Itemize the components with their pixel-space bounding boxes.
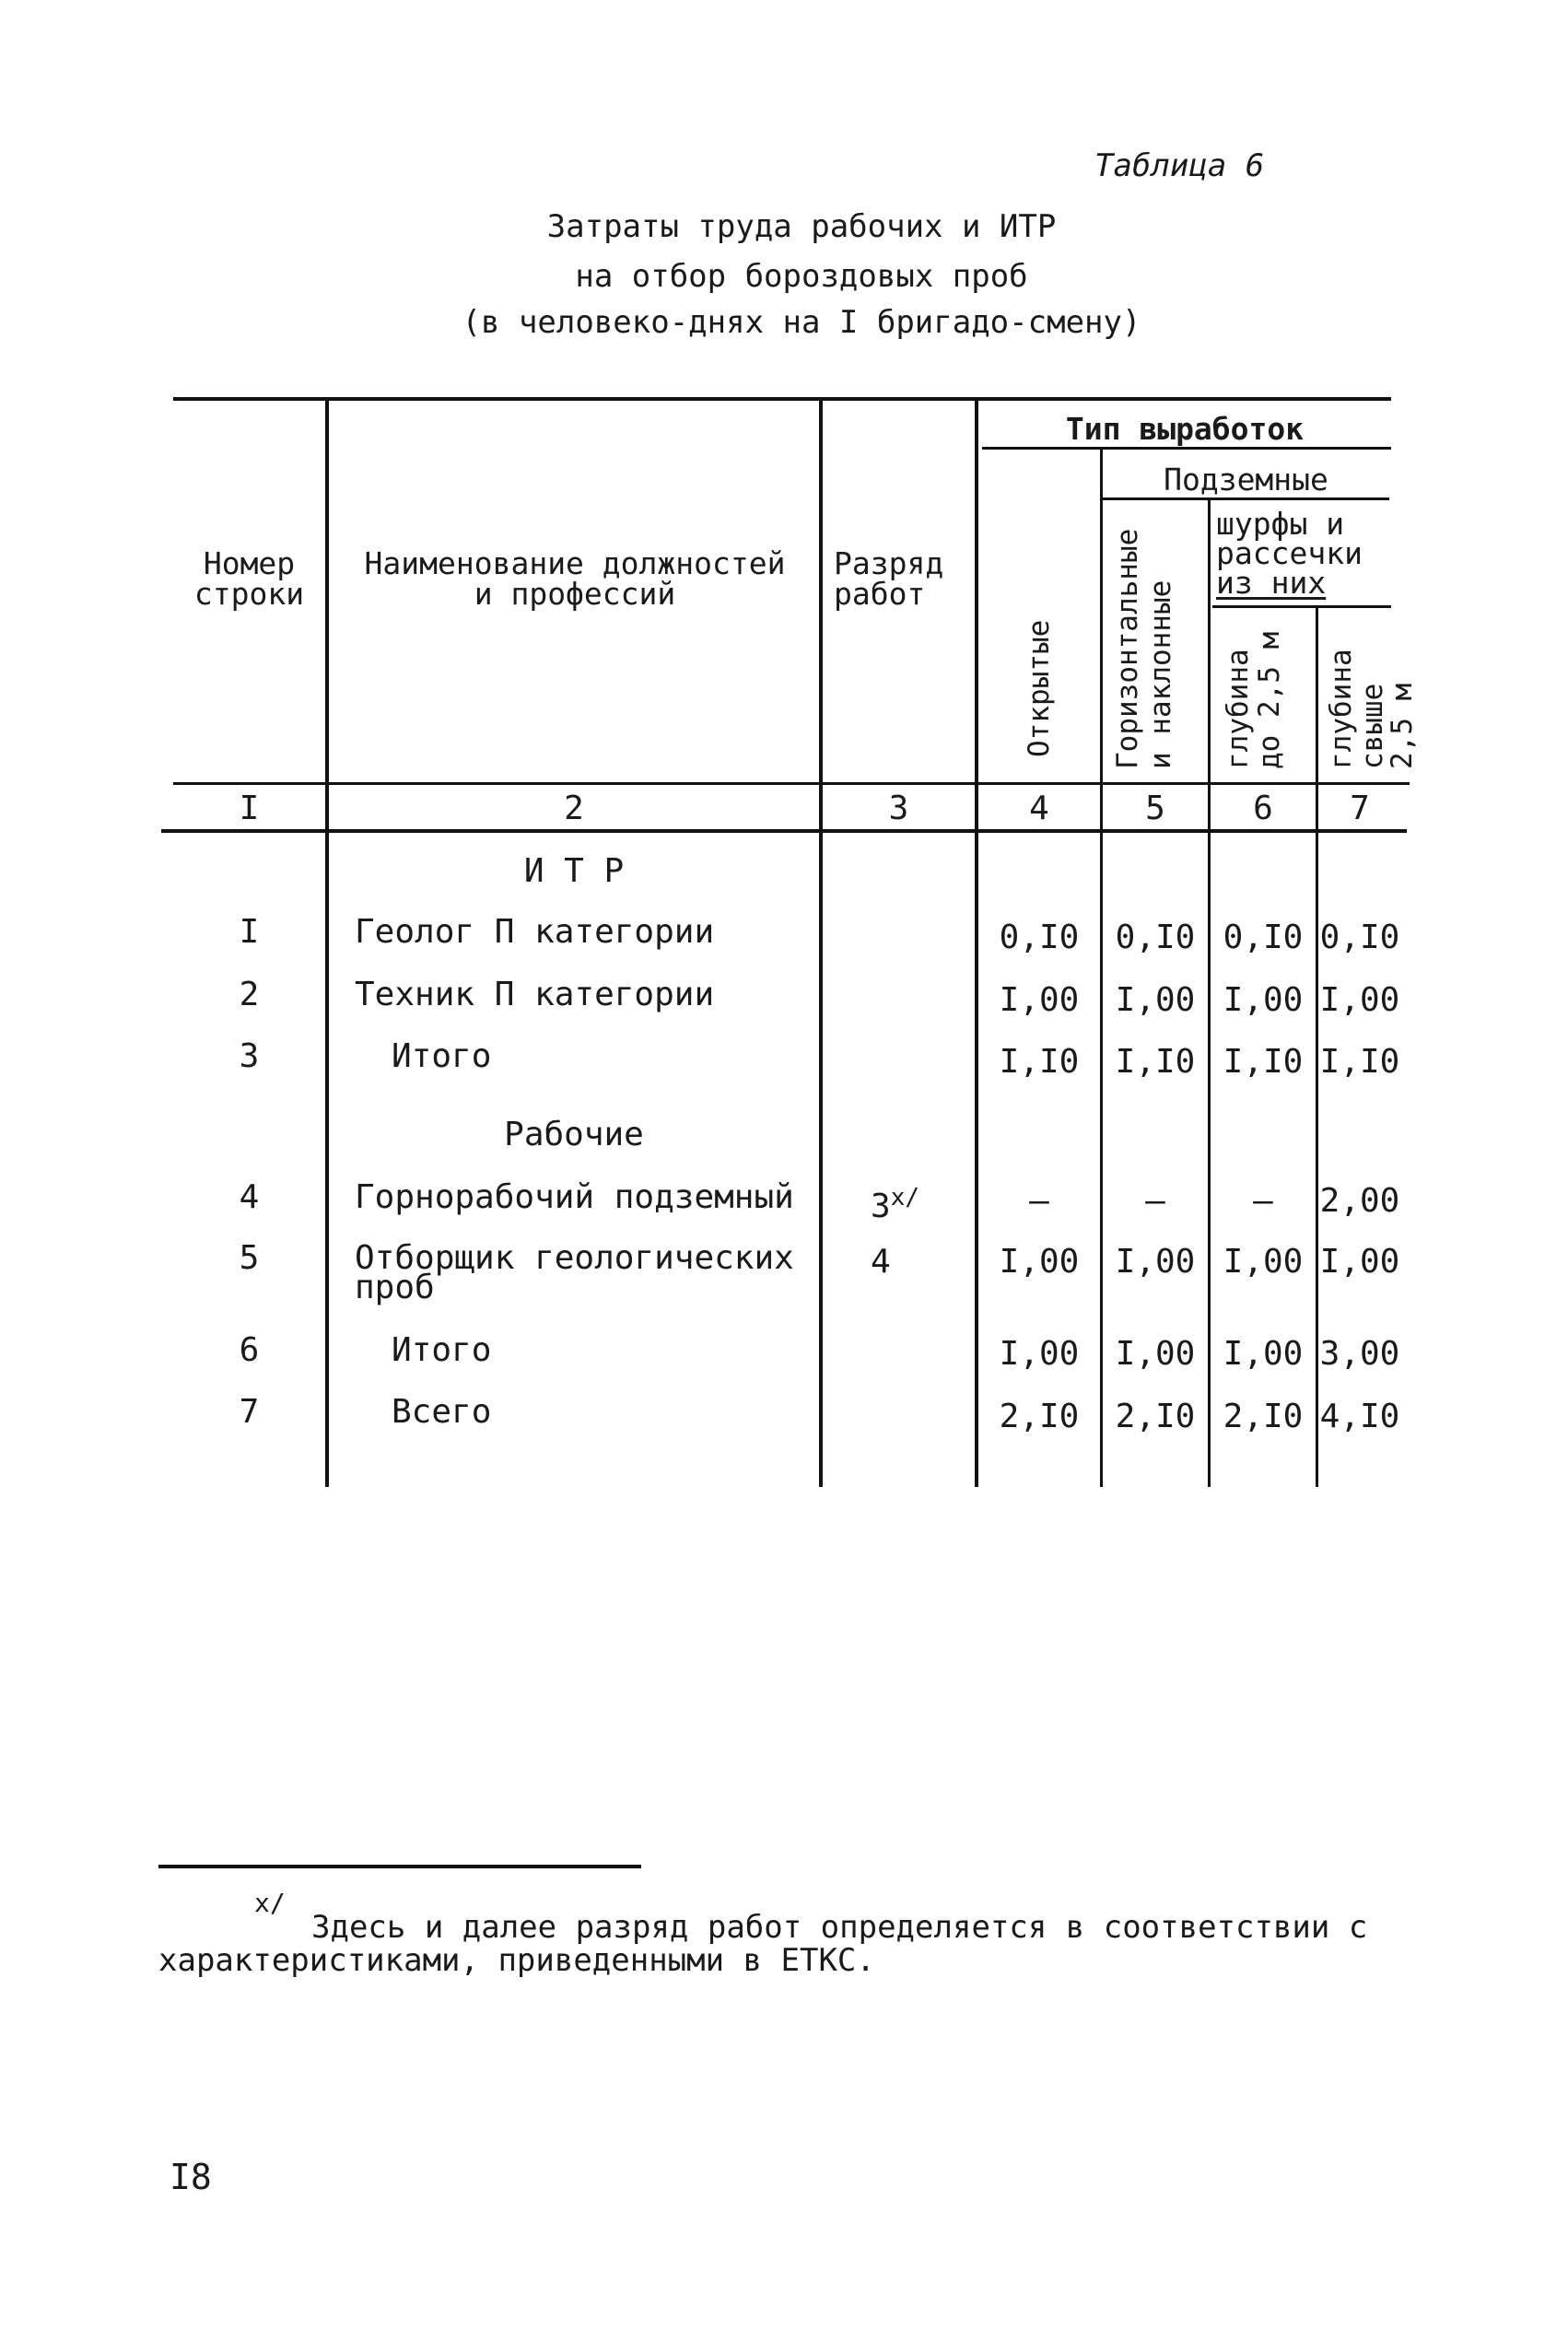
row-val-4: 2,I0 — [999, 1398, 1080, 1435]
row-val-5: 2,I0 — [1115, 1398, 1196, 1435]
table-label: Таблица 6 — [1094, 147, 1265, 184]
row-no: 7 — [239, 1393, 260, 1431]
page-number: I8 — [170, 2157, 212, 2197]
row-val-5: – — [1145, 1182, 1165, 1220]
row-no: 6 — [239, 1331, 260, 1369]
row-val-6: 2,I0 — [1223, 1398, 1304, 1435]
row-val-6: I,00 — [1223, 1243, 1304, 1281]
row-val-5: I,00 — [1115, 981, 1196, 1019]
row-val-6: I,I0 — [1223, 1043, 1304, 1081]
header-depth-to-2: до 2,5 м — [1253, 631, 1286, 769]
row-val-6: I,00 — [1223, 1335, 1304, 1373]
colnum-4: 4 — [1029, 790, 1049, 827]
vline-4 — [1100, 450, 1103, 1487]
row-val-4: I,00 — [999, 1335, 1080, 1373]
row-grade: 4 — [871, 1243, 891, 1281]
row-val-5: I,I0 — [1115, 1043, 1196, 1081]
colnum-6: 6 — [1253, 790, 1273, 827]
header-open: Открытые — [1023, 619, 1056, 757]
header-row-no-1: Номер — [203, 545, 296, 581]
underground-rule — [1102, 497, 1389, 500]
type-rule — [982, 447, 1391, 450]
row-val-7: 2,00 — [1319, 1182, 1400, 1220]
header-horizontal-2: и наклонные — [1144, 579, 1177, 769]
colnum-7: 7 — [1350, 790, 1370, 827]
row-val-6: – — [1253, 1182, 1273, 1220]
colnum-2: 2 — [564, 790, 584, 827]
row-name: Итого — [392, 1037, 492, 1075]
footnote-mark: x/ — [254, 1888, 286, 1918]
row-val-7: I,00 — [1319, 1243, 1400, 1281]
row-no: 2 — [239, 976, 260, 1013]
colnum-3: 3 — [888, 790, 909, 827]
row-name: Всего — [392, 1393, 492, 1431]
footnote-rule — [158, 1865, 641, 1868]
header-shafts-1: шурфы и — [1216, 506, 1345, 542]
row-name: Горнорабочий подземный — [355, 1178, 794, 1216]
row-val-6: I,00 — [1223, 981, 1304, 1019]
header-depth-to-1: глубина — [1222, 649, 1255, 769]
header-grade-1: Разряд — [834, 545, 944, 581]
footnote-marker: x/ — [890, 1184, 919, 1211]
row-val-4: I,I0 — [999, 1043, 1080, 1081]
colnum-1: I — [239, 790, 260, 827]
row-val-4: 0,I0 — [999, 919, 1080, 956]
row-val-5: 0,I0 — [1115, 919, 1196, 956]
row-no: 4 — [239, 1178, 260, 1216]
header-shafts-group — [1216, 506, 1363, 601]
vline-2 — [819, 397, 823, 1487]
row-val-7: 4,I0 — [1319, 1398, 1400, 1435]
row-val-7: 0,I0 — [1319, 919, 1400, 956]
header-depth-over-3: 2,5 м — [1386, 683, 1419, 769]
top-rule — [173, 397, 1391, 401]
header-name-2: и профессий — [474, 576, 676, 612]
footnote-line-1: Здесь и далее разряд работ определяется в соответствии с — [311, 1909, 1368, 1946]
header-underground-group: Подземные — [1164, 462, 1328, 497]
row-name: Техник П категории — [355, 976, 715, 1013]
row-name: Отборщик геологических — [355, 1239, 794, 1277]
row-val-4: I,00 — [999, 1243, 1080, 1281]
row-name: Геолог П категории — [355, 913, 715, 951]
row-no: 3 — [239, 1037, 260, 1075]
header-row-no-2: строки — [193, 576, 305, 612]
row-val-5: I,00 — [1115, 1335, 1196, 1373]
row-no: 5 — [239, 1239, 260, 1277]
row-grade: $3^{x/}$ — [871, 1184, 919, 1225]
header-grade-2: работ — [834, 576, 926, 612]
colnum-bottom-rule — [161, 829, 1407, 833]
title-line-3: (в человеко-днях на I бригадо-смену) — [462, 304, 1141, 341]
row-name: Итого — [392, 1331, 492, 1369]
header-type-group: Тип выработок — [1065, 411, 1305, 447]
row-no: I — [239, 913, 260, 951]
header-bottom-rule — [173, 782, 1410, 785]
header-horizontal-1: Горизонтальные — [1111, 528, 1144, 769]
title-line-2: на отбор бороздовых проб — [575, 258, 1028, 295]
header-depth-over-2: свыше — [1356, 683, 1389, 769]
footnote-line-2: характеристиками, приведенными в ЕТКС. — [158, 1942, 875, 1979]
row-val-5: I,00 — [1115, 1243, 1196, 1281]
row-name-cont: проб — [355, 1269, 435, 1306]
header-depth-over-1: глубина — [1325, 649, 1358, 769]
row-val-7: I,I0 — [1319, 1043, 1400, 1081]
section-workers: Рабочие — [504, 1116, 644, 1153]
header-name-1: Наименование должностей — [364, 545, 786, 581]
title-line-1: Затраты труда рабочих и ИТР — [546, 208, 1057, 245]
section-itr: И Т Р — [523, 852, 625, 890]
row-val-6: 0,I0 — [1223, 919, 1304, 956]
row-val-4: I,00 — [999, 981, 1080, 1019]
row-val-4: – — [1029, 1182, 1049, 1220]
vline-1 — [325, 397, 329, 1487]
shafts-rule — [1212, 605, 1391, 608]
row-val-7: 3,00 — [1319, 1335, 1400, 1373]
colnum-5: 5 — [1145, 790, 1165, 827]
header-shafts-3: из них — [1216, 565, 1327, 601]
header-shafts-2: рассечки — [1216, 535, 1363, 571]
row-val-7: I,00 — [1319, 981, 1400, 1019]
